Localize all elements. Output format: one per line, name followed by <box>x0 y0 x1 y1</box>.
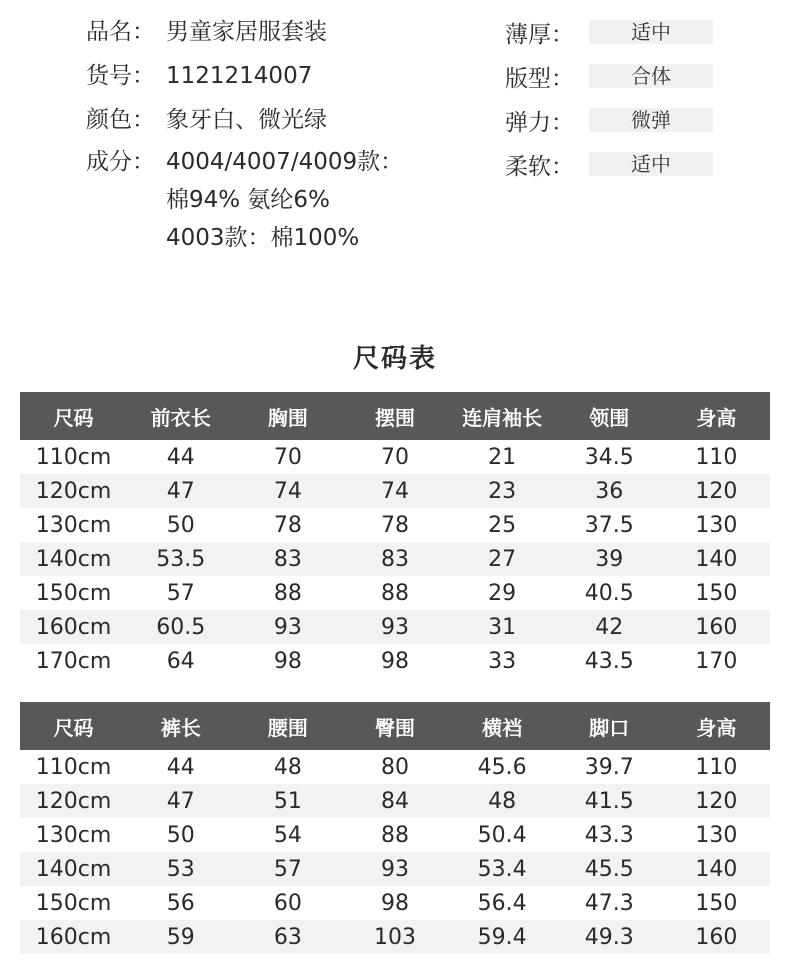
table-cell: 78 <box>380 512 409 538</box>
table-row <box>20 818 770 852</box>
table-row <box>20 852 770 886</box>
attribute-thickness <box>505 10 735 54</box>
table-cell: 50 <box>166 512 195 538</box>
column-header: 领围 <box>556 392 663 440</box>
table-cell: 110cm <box>35 444 112 470</box>
column-header: 尺码 <box>20 702 127 750</box>
table-cell: 140cm <box>20 852 127 886</box>
product-composition-row <box>86 142 486 182</box>
table-cell: 39.7 <box>584 754 634 780</box>
table-row <box>20 644 770 678</box>
attribute-fit <box>505 54 735 98</box>
table-cell: 48 <box>273 754 302 780</box>
table-cell: 56 <box>166 890 195 916</box>
table-cell: 49.3 <box>556 920 663 954</box>
table-cell: 93 <box>341 610 448 644</box>
table-cell: 48 <box>449 784 556 818</box>
table-cell: 59.4 <box>449 920 556 954</box>
table-cell: 130cm <box>35 512 112 538</box>
product-sku-row <box>86 54 486 98</box>
pants-size-table <box>20 702 770 954</box>
table-cell: 78 <box>273 512 302 538</box>
table-cell: 110 <box>695 444 738 470</box>
table-cell: 50 <box>166 822 195 848</box>
table-cell: 56.4 <box>477 890 527 916</box>
table-cell: 70 <box>273 444 302 470</box>
table-cell: 70 <box>380 444 409 470</box>
product-color-row <box>86 98 486 142</box>
table-cell: 36 <box>556 474 663 508</box>
table-cell: 45.6 <box>477 754 527 780</box>
table-cell: 98 <box>273 648 302 674</box>
table-cell: 150cm <box>35 580 112 606</box>
table-cell: 93 <box>234 610 341 644</box>
table-cell: 31 <box>449 610 556 644</box>
product-name-row <box>86 10 486 54</box>
table-cell: 50.4 <box>477 822 527 848</box>
table-cell: 41.5 <box>556 784 663 818</box>
column-header: 胸围 <box>234 392 341 440</box>
table-cell: 140 <box>663 852 770 886</box>
table-cell: 130 <box>695 512 738 538</box>
table-row <box>20 886 770 920</box>
fabric-attributes <box>505 10 735 186</box>
table-cell: 63 <box>234 920 341 954</box>
product-sku-label: 货号： <box>86 63 155 89</box>
table-cell: 29 <box>488 580 517 606</box>
attribute-softness <box>505 142 735 186</box>
table-cell: 83 <box>234 542 341 576</box>
table-cell: 88 <box>380 580 409 606</box>
table-cell: 40.5 <box>584 580 634 606</box>
attribute-label: 柔软： <box>505 153 574 180</box>
table-cell: 74 <box>234 474 341 508</box>
table-cell: 80 <box>380 754 409 780</box>
composition-line-1: 4004/4007/4009款： <box>166 149 404 175</box>
table-cell: 59 <box>127 920 234 954</box>
table-cell: 44 <box>166 444 195 470</box>
column-header: 摆围 <box>341 392 448 440</box>
attribute-value-pill: 微弹 <box>589 108 713 132</box>
product-name-value: 男童家居服套装 <box>166 19 327 45</box>
table-cell: 47 <box>127 474 234 508</box>
attribute-value-pill: 适中 <box>589 20 713 44</box>
table-cell: 160cm <box>20 920 127 954</box>
table-cell: 140 <box>663 542 770 576</box>
table-cell: 45.5 <box>556 852 663 886</box>
table-cell: 120cm <box>20 784 127 818</box>
attribute-label: 薄厚： <box>505 21 574 48</box>
column-header: 横裆 <box>449 702 556 750</box>
table-header-row <box>20 392 770 440</box>
attribute-value-pill: 适中 <box>589 152 713 176</box>
table-cell: 39 <box>556 542 663 576</box>
table-cell: 84 <box>341 784 448 818</box>
column-header: 身高 <box>663 702 770 750</box>
product-info <box>86 10 486 258</box>
composition-line-2: 棉94% 氨纶6% <box>166 187 330 213</box>
table-cell: 170cm <box>35 648 112 674</box>
table-row <box>20 440 770 474</box>
product-color-value: 象牙白、微光绿 <box>166 107 327 133</box>
column-header: 腰围 <box>234 702 341 750</box>
table-cell: 120 <box>663 474 770 508</box>
table-row <box>20 474 770 508</box>
table-cell: 88 <box>380 822 409 848</box>
table-cell: 27 <box>449 542 556 576</box>
table-cell: 57 <box>166 580 195 606</box>
attribute-label: 版型： <box>505 65 574 92</box>
column-header: 前衣长 <box>127 392 234 440</box>
table-cell: 120cm <box>20 474 127 508</box>
table-cell: 160 <box>663 610 770 644</box>
table-cell: 51 <box>234 784 341 818</box>
attribute-label: 弹力： <box>505 109 574 136</box>
table-cell: 21 <box>488 444 517 470</box>
table-cell: 42 <box>556 610 663 644</box>
table-cell: 53.4 <box>449 852 556 886</box>
table-row <box>20 750 770 784</box>
table-row <box>20 610 770 644</box>
attribute-elasticity <box>505 98 735 142</box>
table-cell: 88 <box>273 580 302 606</box>
table-cell: 43.3 <box>584 822 634 848</box>
table-cell: 23 <box>449 474 556 508</box>
table-cell: 44 <box>166 754 195 780</box>
table-cell: 150cm <box>35 890 112 916</box>
table-row <box>20 784 770 818</box>
table-cell: 98 <box>380 890 409 916</box>
column-header: 连肩袖长 <box>449 392 556 440</box>
table-header-row <box>20 702 770 750</box>
table-cell: 83 <box>341 542 448 576</box>
table-cell: 170 <box>695 648 738 674</box>
table-cell: 37.5 <box>584 512 634 538</box>
product-composition-label: 成分： <box>86 149 155 175</box>
table-cell: 25 <box>488 512 517 538</box>
table-cell: 47 <box>127 784 234 818</box>
table-cell: 74 <box>341 474 448 508</box>
table-row <box>20 508 770 542</box>
table-cell: 33 <box>488 648 517 674</box>
table-cell: 103 <box>341 920 448 954</box>
column-header: 身高 <box>663 392 770 440</box>
size-chart-title: 尺码表 <box>352 344 437 374</box>
table-cell: 47.3 <box>584 890 634 916</box>
table-cell: 43.5 <box>584 648 634 674</box>
table-cell: 93 <box>341 852 448 886</box>
attribute-value-pill: 合体 <box>589 64 713 88</box>
column-header: 尺码 <box>20 392 127 440</box>
table-cell: 54 <box>273 822 302 848</box>
tops-size-table <box>20 392 770 678</box>
table-cell: 34.5 <box>584 444 634 470</box>
table-cell: 120 <box>663 784 770 818</box>
column-header: 裤长 <box>127 702 234 750</box>
table-cell: 140cm <box>20 542 127 576</box>
column-header: 臀围 <box>341 702 448 750</box>
table-cell: 57 <box>234 852 341 886</box>
table-cell: 53 <box>127 852 234 886</box>
table-cell: 60 <box>273 890 302 916</box>
table-row <box>20 920 770 954</box>
column-header: 脚口 <box>556 702 663 750</box>
product-sku-value: 1121214007 <box>166 63 313 89</box>
table-cell: 150 <box>695 580 738 606</box>
table-cell: 150 <box>695 890 738 916</box>
table-cell: 130 <box>695 822 738 848</box>
table-cell: 98 <box>380 648 409 674</box>
table-cell: 160cm <box>20 610 127 644</box>
composition-line-3: 4003款：棉100% <box>166 225 360 251</box>
table-cell: 110cm <box>35 754 112 780</box>
table-cell: 130cm <box>35 822 112 848</box>
table-cell: 110 <box>695 754 738 780</box>
table-cell: 60.5 <box>127 610 234 644</box>
product-color-label: 颜色： <box>86 107 155 133</box>
table-cell: 64 <box>166 648 195 674</box>
product-name-label: 品名： <box>86 19 155 45</box>
table-row <box>20 576 770 610</box>
table-row <box>20 542 770 576</box>
table-cell: 160 <box>663 920 770 954</box>
table-cell: 53.5 <box>127 542 234 576</box>
